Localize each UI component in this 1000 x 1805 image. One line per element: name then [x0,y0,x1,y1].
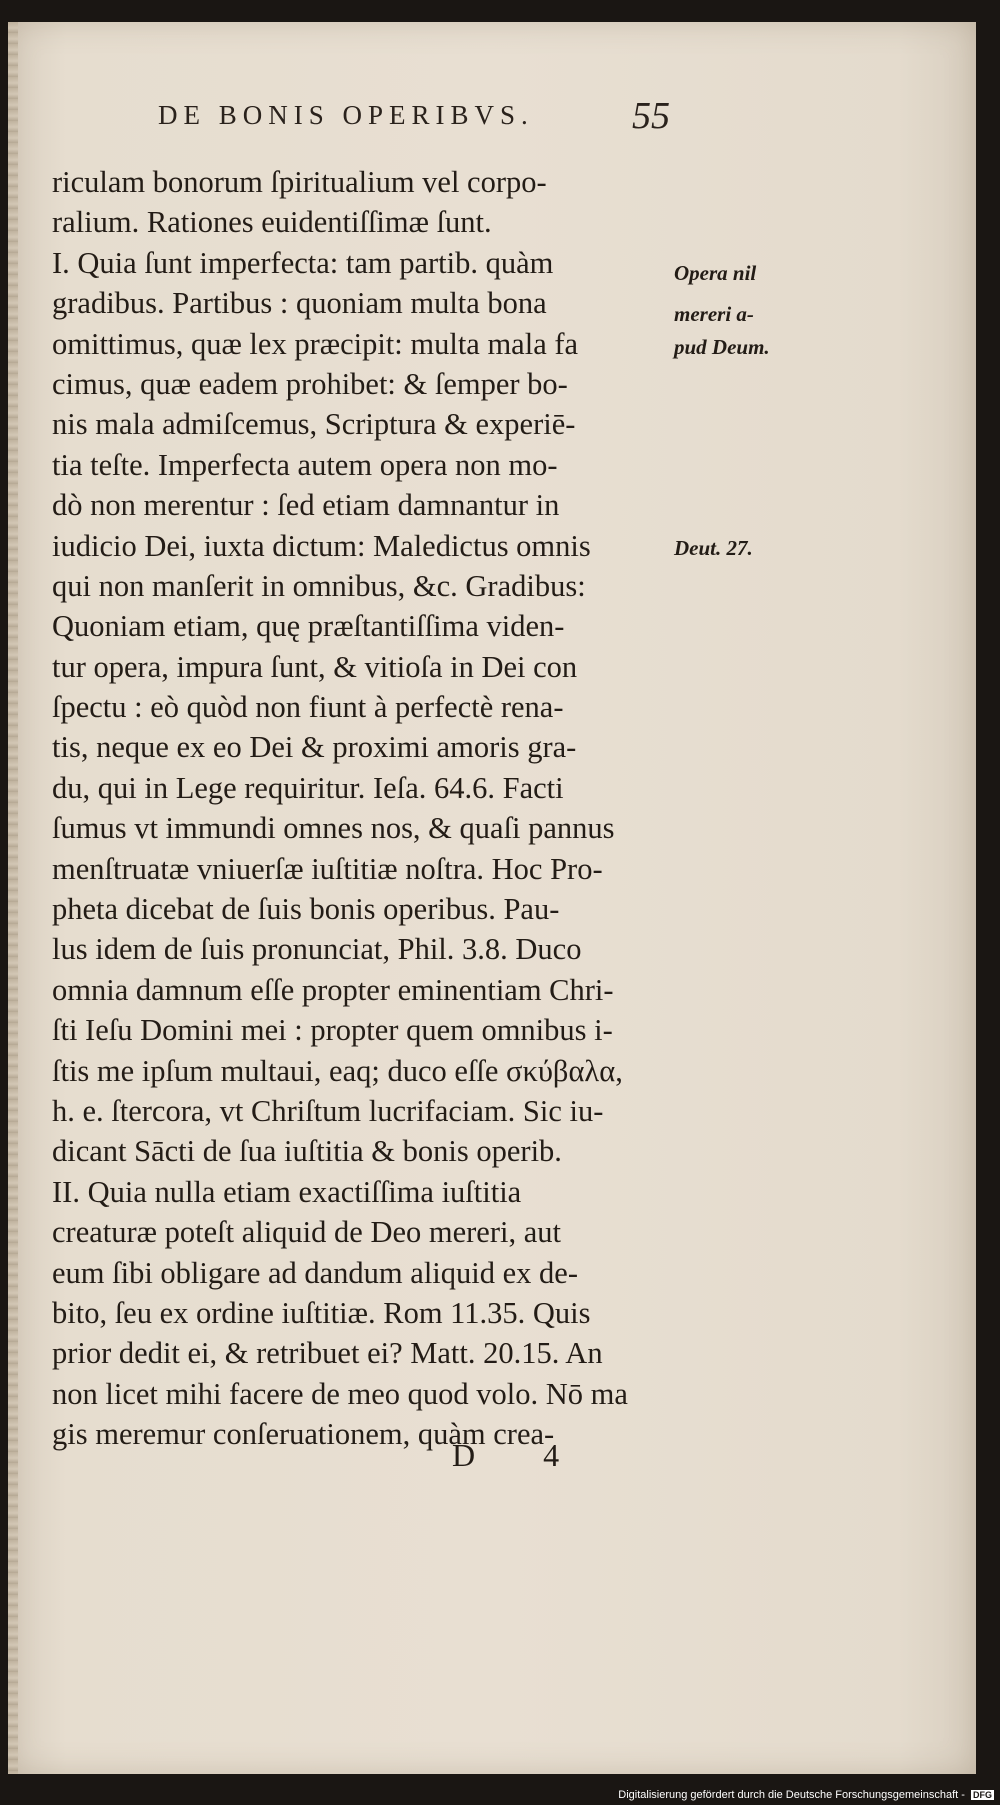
text-line: dò non merentur : ſed etiam damnantur in [52,488,560,523]
text-line: qui non manſerit in omnibus, &c. Gradibus: [52,568,586,603]
page-number: 55 [632,95,670,137]
text-line: tis, neque ex eo Dei & proximi amoris gra- [52,730,577,765]
text-line: bito, ſeu ex ordine iuſtitiæ. Rom 11.35. Quis [52,1295,591,1330]
signature-mark: D 4 [452,1437,590,1473]
text-line: du, qui in Lege requiritur. Ieſa. 64.6. Facti [52,770,564,805]
text-line: II. Quia nulla etiam exactiſſima iuſtitia [52,1174,522,1209]
text-line: tur opera, impura ſunt, & vitioſa in Dei con [52,649,578,684]
text-line: ſpectu : eò quòd non fiunt à perfectè rena- [52,690,564,725]
text-line: nis mala admiſcemus, Scriptura & experiē- [52,407,576,442]
text-line: dicant Sācti de ſua iuſtitia & bonis operib. [52,1134,562,1169]
text-line: omittimus, quæ lex præcipit: multa mala fa [52,326,579,361]
text-line: cimus, quæ eadem prohibet: & ſemper bo- [52,366,568,401]
text-line: ſti Ieſu Domini mei : propter quem omnibus i- [52,1013,613,1048]
text-line: ſtis me ipſum multaui, eaq; duco eſſe σκύβαλα, [52,1053,623,1088]
digitization-credit [618,1789,994,1801]
page-edge [8,22,18,1774]
text-line: riculam bonorum ſpiritualium vel corpo- [52,165,547,199]
book-page [8,22,976,1774]
text-line: gradibus. Partibus : quoniam multa bona [52,286,547,321]
text-line: tia teſte. Imperfecta autem opera non mo- [52,447,558,482]
text-line: lus idem de ſuis pronunciat, Phil. 3.8. Duco [52,932,582,967]
text-line: pheta dicebat de ſuis bonis operibus. Pau- [52,892,560,927]
text-line: Quoniam etiam, quę præſtantiſſima viden- [52,609,565,644]
margin-note: mereri a- [674,302,754,326]
text-line: iudicio Dei, iuxta dictum: Maledictus omnis [52,528,591,563]
text-line: creaturæ poteſt aliquid de Deo mereri, aut [52,1215,561,1250]
text-line: h. e. ſtercora, vt Chriſtum lucrifaciam. Sic iu- [52,1093,604,1128]
text-line: eum ſibi obligare ad dandum aliquid ex de- [52,1255,578,1290]
text-line: prior dedit ei, & retribuet ei? Matt. 20.15. An [52,1336,603,1371]
text-line: ralium. Rationes euidentiſſimæ ſunt. [52,205,492,240]
credit-text: Digitalisierung gefördert durch die Deutsche Forschungsgemeinschaft - [618,1789,965,1801]
text-line: non licet mihi facere de meo quod volo. Nō ma [52,1376,628,1411]
dfg-logo: DFG [973,1790,992,1800]
text-line: gis meremur conſeruationem, quàm crea- [52,1417,555,1452]
margin-note: Opera nil [674,261,757,285]
body-text [52,162,674,1455]
text-line: ſumus vt immundi omnes nos, & quaſi pannus [52,811,615,846]
margin-note: Deut. 27. [674,536,753,560]
text-line: I. Quia ſunt imperfecta: tam partib. quàm [52,245,554,280]
running-title: DE BONIS OPERIBVS. [158,100,534,130]
text-line: omnia damnum eſſe propter eminentiam Chri- [52,972,614,1007]
text-line: menſtruatæ vniuerſæ iuſtitiæ noſtra. Hoc Pro- [52,851,603,886]
margin-note: pud Deum. [674,335,770,359]
